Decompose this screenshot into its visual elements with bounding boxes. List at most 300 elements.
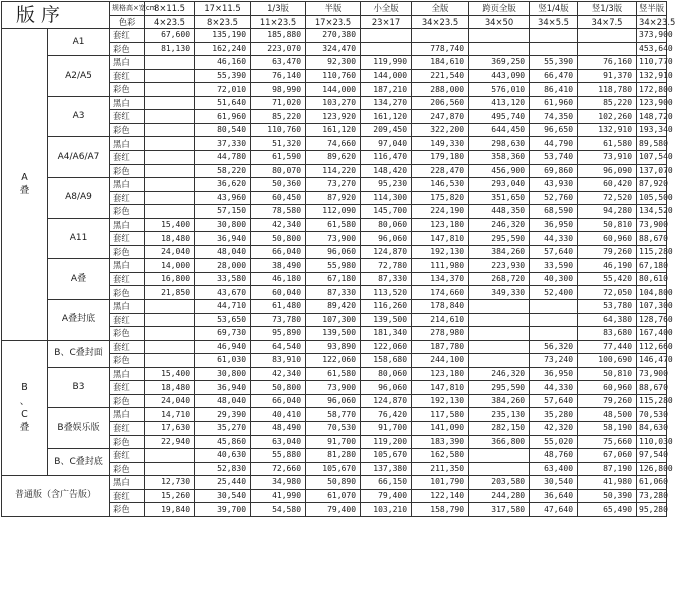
price-cell: 107,540 <box>637 151 667 165</box>
price-cell: 43,930 <box>530 178 578 192</box>
price-cell: 51,320 <box>251 137 306 151</box>
price-cell: 88,670 <box>637 232 667 246</box>
col-name-3: 半版 <box>306 2 361 16</box>
price-cell: 122,060 <box>306 354 361 368</box>
price-cell: 91,700 <box>361 421 412 435</box>
price-cell: 74,350 <box>530 110 578 124</box>
price-cell: 89,420 <box>306 300 361 314</box>
price-cell: 174,660 <box>412 286 469 300</box>
price-cell: 58,220 <box>195 164 251 178</box>
price-cell: 351,650 <box>469 191 530 205</box>
price-cell <box>145 137 195 151</box>
price-cell: 134,270 <box>361 96 412 110</box>
price-cell: 95,280 <box>637 503 667 517</box>
col-size-2: 11×23.5 <box>251 15 306 29</box>
price-cell: 15,400 <box>145 218 195 232</box>
price-cell: 95,230 <box>361 178 412 192</box>
price-cell: 35,270 <box>195 421 251 435</box>
price-cell: 66,040 <box>251 245 306 259</box>
price-cell: 61,580 <box>578 137 637 151</box>
price-cell: 113,520 <box>361 286 412 300</box>
price-cell: 40,410 <box>251 408 306 422</box>
price-cell: 61,960 <box>530 96 578 110</box>
price-cell: 40,300 <box>530 272 578 286</box>
price-cell: 70,530 <box>306 421 361 435</box>
price-cell <box>145 178 195 192</box>
col-name-8: 竖1/3版 <box>578 2 637 16</box>
price-cell: 72,780 <box>361 259 412 273</box>
price-cell: 179,180 <box>412 151 469 165</box>
price-cell: 44,330 <box>530 232 578 246</box>
price-cell <box>530 29 578 43</box>
side-group-char: C <box>21 408 28 420</box>
price-cell: 24,040 <box>145 394 195 408</box>
price-cell: 53,780 <box>578 300 637 314</box>
price-cell: 221,540 <box>412 69 469 83</box>
color-cell: 套红 <box>110 191 145 205</box>
price-cell: 144,000 <box>306 83 361 97</box>
col-name-7: 竖1/4版 <box>530 2 578 16</box>
section-label: A11 <box>48 218 110 259</box>
color-cell: 彩色 <box>110 83 145 97</box>
color-cell: 黑白 <box>110 408 145 422</box>
price-cell: 58,770 <box>306 408 361 422</box>
price-cell: 63,400 <box>530 462 578 476</box>
price-cell: 139,500 <box>361 313 412 327</box>
price-cell: 115,280 <box>637 245 667 259</box>
price-cell: 228,470 <box>412 164 469 178</box>
price-cell <box>145 110 195 124</box>
color-cell: 黑白 <box>110 137 145 151</box>
section-label: B3 <box>48 367 110 408</box>
price-cell: 295,590 <box>469 232 530 246</box>
price-cell: 214,610 <box>412 313 469 327</box>
col-size-4: 23×17 <box>361 15 412 29</box>
price-cell: 268,720 <box>469 272 530 286</box>
rate-card-sheet <box>1 1 675 595</box>
price-cell: 192,130 <box>412 245 469 259</box>
price-cell: 52,760 <box>530 191 578 205</box>
price-cell: 278,980 <box>412 327 469 341</box>
price-cell: 209,450 <box>361 123 412 137</box>
price-cell: 88,670 <box>637 381 667 395</box>
price-cell: 30,540 <box>530 476 578 490</box>
price-cell: 36,940 <box>195 381 251 395</box>
price-cell: 61,580 <box>306 218 361 232</box>
price-cell <box>145 96 195 110</box>
price-cell: 443,090 <box>469 69 530 83</box>
price-cell: 110,030 <box>637 435 667 449</box>
table-row <box>2 476 667 490</box>
price-cell: 141,090 <box>412 421 469 435</box>
price-cell: 35,280 <box>530 408 578 422</box>
price-cell: 25,440 <box>195 476 251 490</box>
price-cell: 79,400 <box>361 489 412 503</box>
price-cell <box>145 327 195 341</box>
price-cell: 132,910 <box>637 69 667 83</box>
color-cell: 套红 <box>110 29 145 43</box>
price-cell: 111,980 <box>412 259 469 273</box>
price-cell: 18,480 <box>145 381 195 395</box>
color-cell: 套红 <box>110 421 145 435</box>
price-cell: 50,360 <box>251 178 306 192</box>
color-cell: 彩色 <box>110 435 145 449</box>
color-cell: 彩色 <box>110 503 145 517</box>
price-cell: 76,420 <box>361 408 412 422</box>
table-row <box>2 367 667 381</box>
price-cell: 110,760 <box>306 69 361 83</box>
price-cell: 107,300 <box>306 313 361 327</box>
color-cell: 彩色 <box>110 164 145 178</box>
price-cell <box>145 151 195 165</box>
price-cell: 74,660 <box>306 137 361 151</box>
price-cell <box>469 340 530 354</box>
col-size-9: 34×23.5 <box>637 15 667 29</box>
price-cell: 110,760 <box>251 123 306 137</box>
price-cell: 22,940 <box>145 435 195 449</box>
price-cell: 97,040 <box>361 137 412 151</box>
price-cell <box>530 327 578 341</box>
price-cell <box>145 69 195 83</box>
col-name-6: 跨页全版 <box>469 2 530 16</box>
price-cell <box>530 313 578 327</box>
price-cell: 181,340 <box>361 327 412 341</box>
price-cell: 123,920 <box>306 110 361 124</box>
table-row <box>2 300 667 314</box>
price-cell: 53,650 <box>195 313 251 327</box>
price-cell: 369,250 <box>469 56 530 70</box>
color-cell: 彩色 <box>110 394 145 408</box>
price-cell <box>530 42 578 56</box>
price-cell: 84,630 <box>637 421 667 435</box>
color-cell: 套红 <box>110 313 145 327</box>
price-cell: 42,340 <box>251 218 306 232</box>
table-row <box>2 340 667 354</box>
price-cell: 145,700 <box>361 205 412 219</box>
price-cell: 57,640 <box>530 394 578 408</box>
price-cell: 87,330 <box>306 286 361 300</box>
color-cell: 套红 <box>110 489 145 503</box>
price-cell: 73,240 <box>530 354 578 368</box>
price-cell: 100,690 <box>578 354 637 368</box>
price-cell: 30,800 <box>195 218 251 232</box>
price-cell: 96,650 <box>530 123 578 137</box>
price-cell: 162,240 <box>195 42 251 56</box>
price-cell: 50,390 <box>578 489 637 503</box>
color-cell: 黑白 <box>110 96 145 110</box>
price-cell: 72,660 <box>251 462 306 476</box>
price-cell: 206,560 <box>412 96 469 110</box>
price-cell: 45,860 <box>195 435 251 449</box>
color-cell: 黑白 <box>110 300 145 314</box>
price-cell: 413,120 <box>469 96 530 110</box>
price-cell: 55,390 <box>530 56 578 70</box>
price-cell: 128,760 <box>637 313 667 327</box>
color-cell: 彩色 <box>110 286 145 300</box>
price-cell <box>469 449 530 463</box>
color-cell: 黑白 <box>110 218 145 232</box>
price-cell: 48,500 <box>578 408 637 422</box>
price-cell: 75,660 <box>578 435 637 449</box>
price-cell: 21,850 <box>145 286 195 300</box>
price-cell <box>145 354 195 368</box>
price-cell <box>145 300 195 314</box>
side-group-char: B <box>21 382 28 394</box>
price-cell: 103,270 <box>306 96 361 110</box>
section-label: A4/A6/A7 <box>48 137 110 178</box>
price-cell: 91,700 <box>306 435 361 449</box>
price-cell: 50,890 <box>306 476 361 490</box>
price-cell: 55,980 <box>306 259 361 273</box>
price-cell: 295,590 <box>469 381 530 395</box>
price-cell: 448,350 <box>469 205 530 219</box>
price-cell <box>145 123 195 137</box>
price-cell: 73,900 <box>637 367 667 381</box>
col-name-1: 17×11.5 <box>195 2 251 16</box>
price-cell: 317,580 <box>469 503 530 517</box>
price-cell: 73,900 <box>637 218 667 232</box>
price-cell: 85,220 <box>578 96 637 110</box>
price-cell: 80,070 <box>251 164 306 178</box>
price-cell: 193,340 <box>637 123 667 137</box>
price-cell: 103,210 <box>361 503 412 517</box>
price-cell: 57,150 <box>195 205 251 219</box>
color-cell: 彩色 <box>110 354 145 368</box>
price-cell <box>412 29 469 43</box>
price-cell: 67,180 <box>637 259 667 273</box>
price-cell: 57,640 <box>530 245 578 259</box>
col-size-5: 34×23.5 <box>412 15 469 29</box>
price-cell: 96,060 <box>306 245 361 259</box>
price-cell: 60,960 <box>578 232 637 246</box>
price-cell: 137,070 <box>637 164 667 178</box>
col-name-4: 小全版 <box>361 2 412 16</box>
price-cell <box>469 300 530 314</box>
side-group-label <box>2 340 48 475</box>
price-cell: 78,580 <box>251 205 306 219</box>
price-cell: 83,910 <box>251 354 306 368</box>
price-cell: 123,900 <box>637 96 667 110</box>
price-cell: 61,590 <box>251 151 306 165</box>
price-cell: 101,790 <box>412 476 469 490</box>
price-cell: 41,980 <box>578 476 637 490</box>
col-name-9: 竖半版 <box>637 2 667 16</box>
price-cell: 139,500 <box>306 327 361 341</box>
price-cell: 50,800 <box>251 381 306 395</box>
price-cell: 246,320 <box>469 218 530 232</box>
color-cell: 黑白 <box>110 178 145 192</box>
col-size-8: 34×7.5 <box>578 15 637 29</box>
color-cell: 套红 <box>110 110 145 124</box>
price-cell: 17,630 <box>145 421 195 435</box>
price-cell: 46,180 <box>251 272 306 286</box>
table-row <box>2 137 667 151</box>
price-cell: 72,050 <box>578 286 637 300</box>
price-cell: 73,280 <box>637 489 667 503</box>
price-cell: 42,320 <box>530 421 578 435</box>
price-cell: 147,810 <box>412 381 469 395</box>
price-cell: 107,300 <box>637 300 667 314</box>
price-cell: 66,470 <box>530 69 578 83</box>
col-size-3: 17×23.5 <box>306 15 361 29</box>
color-cell: 套红 <box>110 381 145 395</box>
price-cell <box>469 354 530 368</box>
price-cell: 61,060 <box>637 476 667 490</box>
price-cell: 42,340 <box>251 367 306 381</box>
price-cell: 50,810 <box>578 367 637 381</box>
section-label: B、C叠封底 <box>48 449 110 476</box>
section-label: B叠娱乐版 <box>48 408 110 449</box>
price-cell: 146,470 <box>637 354 667 368</box>
color-label: 色彩 <box>110 15 145 29</box>
price-cell: 293,040 <box>469 178 530 192</box>
price-cell: 79,400 <box>306 503 361 517</box>
price-cell <box>469 313 530 327</box>
price-cell: 37,330 <box>195 137 251 151</box>
price-cell: 61,580 <box>306 367 361 381</box>
color-cell: 彩色 <box>110 462 145 476</box>
price-cell: 117,580 <box>412 408 469 422</box>
price-cell: 12,730 <box>145 476 195 490</box>
price-cell: 28,000 <box>195 259 251 273</box>
price-cell: 187,210 <box>361 83 412 97</box>
price-cell: 16,800 <box>145 272 195 286</box>
col-size-0: 4×23.5 <box>145 15 195 29</box>
price-cell: 135,190 <box>195 29 251 43</box>
side-group-char: 、 <box>19 395 30 407</box>
color-cell: 彩色 <box>110 245 145 259</box>
color-cell: 套红 <box>110 340 145 354</box>
price-cell: 76,140 <box>251 69 306 83</box>
price-cell: 51,640 <box>195 96 251 110</box>
color-cell: 彩色 <box>110 327 145 341</box>
price-cell: 94,280 <box>578 205 637 219</box>
price-cell: 80,060 <box>361 367 412 381</box>
price-cell: 46,190 <box>578 259 637 273</box>
price-cell: 105,500 <box>637 191 667 205</box>
price-cell: 184,610 <box>412 56 469 70</box>
price-cell: 132,910 <box>578 123 637 137</box>
price-cell: 39,700 <box>195 503 251 517</box>
price-cell: 358,360 <box>469 151 530 165</box>
price-cell: 71,020 <box>251 96 306 110</box>
price-cell <box>578 29 637 43</box>
price-cell: 65,490 <box>578 503 637 517</box>
price-cell <box>469 42 530 56</box>
color-cell: 套红 <box>110 449 145 463</box>
col-name-0: 8×11.5 <box>145 2 195 16</box>
price-cell: 61,480 <box>251 300 306 314</box>
price-cell: 92,300 <box>306 56 361 70</box>
price-cell: 224,190 <box>412 205 469 219</box>
price-cell: 67,600 <box>145 29 195 43</box>
color-cell: 黑白 <box>110 259 145 273</box>
price-cell <box>145 164 195 178</box>
price-cell: 778,740 <box>412 42 469 56</box>
price-cell: 85,220 <box>251 110 306 124</box>
price-cell: 148,420 <box>361 164 412 178</box>
price-cell: 36,640 <box>530 489 578 503</box>
price-cell: 203,580 <box>469 476 530 490</box>
price-cell: 73,910 <box>578 151 637 165</box>
price-cell: 183,390 <box>412 435 469 449</box>
table-row <box>2 29 667 43</box>
price-cell: 48,760 <box>530 449 578 463</box>
price-cell: 58,190 <box>578 421 637 435</box>
price-cell: 146,530 <box>412 178 469 192</box>
price-cell: 83,680 <box>578 327 637 341</box>
price-cell: 36,620 <box>195 178 251 192</box>
price-cell: 48,040 <box>195 394 251 408</box>
price-cell: 50,800 <box>251 232 306 246</box>
price-cell: 244,100 <box>412 354 469 368</box>
price-cell: 123,180 <box>412 367 469 381</box>
section-label: A8/A9 <box>48 178 110 219</box>
price-cell: 72,520 <box>578 191 637 205</box>
side-group-char: A <box>21 172 28 184</box>
price-cell: 178,840 <box>412 300 469 314</box>
price-cell: 64,540 <box>251 340 306 354</box>
price-cell: 644,450 <box>469 123 530 137</box>
table-row <box>2 218 667 232</box>
price-cell: 93,890 <box>306 340 361 354</box>
price-cell: 47,640 <box>530 503 578 517</box>
price-cell: 144,000 <box>361 69 412 83</box>
price-cell <box>145 191 195 205</box>
price-cell: 161,120 <box>361 110 412 124</box>
section-label: A2/A5 <box>48 56 110 97</box>
price-cell: 122,060 <box>361 340 412 354</box>
price-cell: 288,000 <box>412 83 469 97</box>
price-cell: 44,790 <box>530 137 578 151</box>
price-cell <box>469 327 530 341</box>
price-cell: 41,990 <box>251 489 306 503</box>
price-cell: 55,420 <box>578 272 637 286</box>
price-cell: 373,900 <box>637 29 667 43</box>
price-cell: 24,040 <box>145 245 195 259</box>
price-cell: 54,580 <box>251 503 306 517</box>
price-cell: 44,330 <box>530 381 578 395</box>
price-cell: 63,470 <box>251 56 306 70</box>
price-cell: 175,820 <box>412 191 469 205</box>
price-cell <box>145 313 195 327</box>
price-cell: 66,150 <box>361 476 412 490</box>
price-cell: 80,060 <box>361 218 412 232</box>
price-cell: 68,590 <box>530 205 578 219</box>
price-cell: 124,870 <box>361 394 412 408</box>
section-label: B、C叠封面 <box>48 340 110 367</box>
price-cell: 73,900 <box>306 381 361 395</box>
price-cell: 18,480 <box>145 232 195 246</box>
color-cell: 彩色 <box>110 123 145 137</box>
table-row <box>2 178 667 192</box>
price-cell: 60,040 <box>251 286 306 300</box>
price-cell: 115,280 <box>637 394 667 408</box>
price-cell: 36,940 <box>195 232 251 246</box>
price-cell <box>469 29 530 43</box>
col-name-2: 1/3版 <box>251 2 306 16</box>
price-cell: 30,800 <box>195 367 251 381</box>
price-cell: 161,120 <box>306 123 361 137</box>
rate-table-body <box>2 2 675 517</box>
price-cell: 149,330 <box>412 137 469 151</box>
price-cell: 187,780 <box>412 340 469 354</box>
price-cell <box>469 462 530 476</box>
price-cell: 119,990 <box>361 56 412 70</box>
color-cell: 套红 <box>110 272 145 286</box>
table-row <box>2 259 667 273</box>
price-cell: 36,950 <box>530 367 578 381</box>
